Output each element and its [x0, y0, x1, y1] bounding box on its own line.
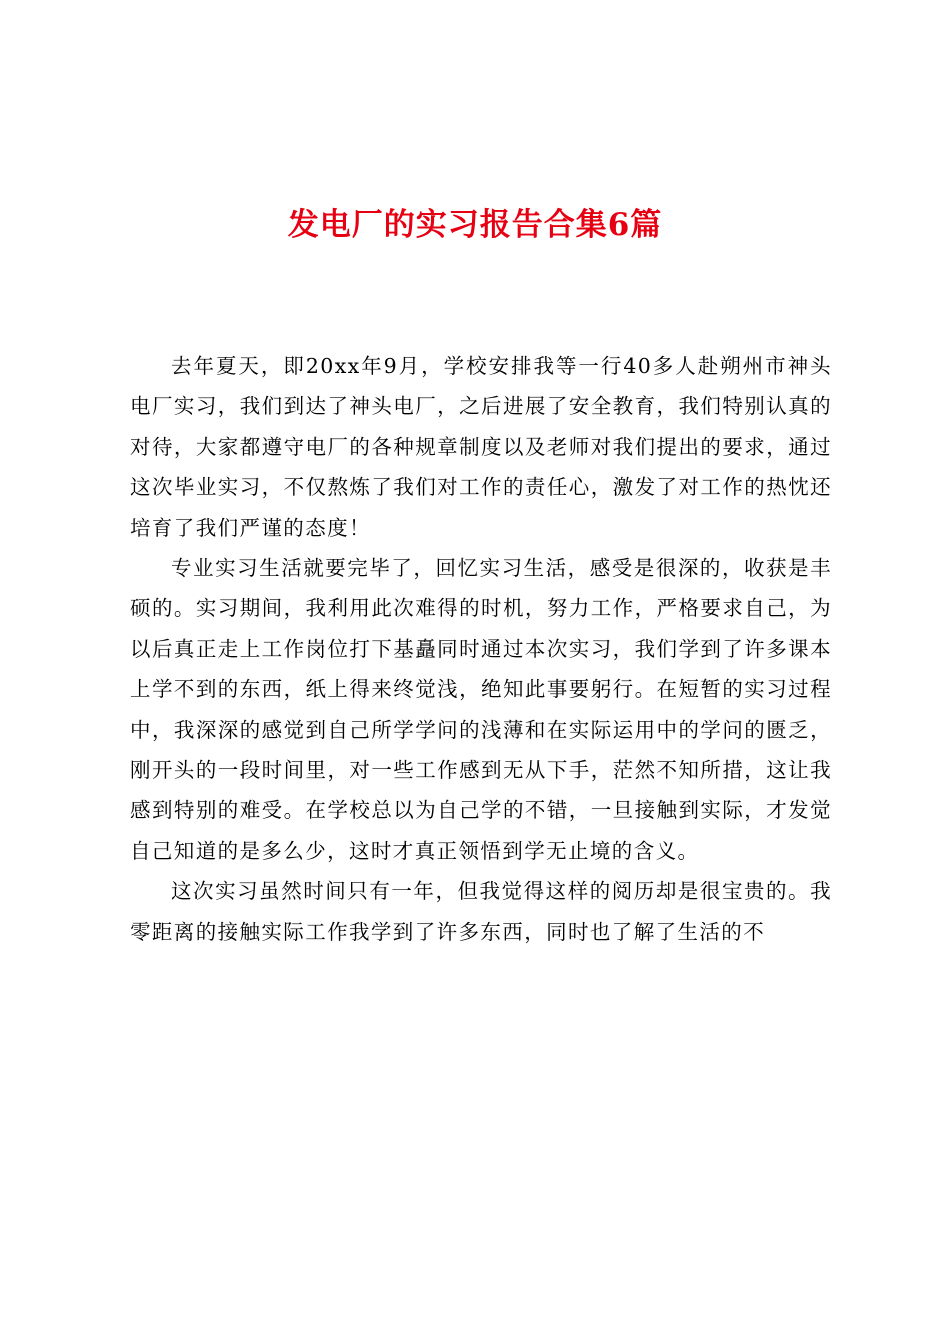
- document-title: 发电厂的实习报告合集6篇: [287, 207, 663, 243]
- paragraph-1: 去年夏天，即20xx年9月，学校安排我等一行40多人赴朔州市神头电厂实习，我们到达了神头电厂，之后进展了安全教育，我们特别认真的对待，大家都遵守电厂的各种规章制度以及老师对我们提出的要求，通过这次毕业实习，不仅熬炼了我们对工作的责任心，激发了对工作的热忱还培育了我们严谨的态度！: [130, 354, 832, 540]
- paragraph-3: 这次实习虽然时间只有一年，但我觉得这样的阅历却是很宝贵的。我零距离的接触实际工作我学到了许多东西，同时也了解了生活的不: [130, 879, 832, 944]
- document-body: [130, 346, 832, 952]
- paragraph-2: 专业实习生活就要完毕了，回忆实习生活，感受是很深的，收获是丰硕的。实习期间，我利用此次难得的时机，努力工作，严格要求自己，为以后真正走上工作岗位打下基矗同时通过本次实习，我们学到了许多课本上学不到的东西，纸上得来终觉浅，绝知此事要躬行。在短暂的实习过程中，我深深的感觉到自己所学学问的浅薄和在实际运用中的学问的匮乏，刚开头的一段时间里，对一些工作感到无从下手，茫然不知所措，这让我感到特别的难受。在学校总以为自己学的不错，一旦接触到实际，才发觉自己知道的是多么少，这时才真正领悟到学无止境的含义。: [130, 556, 832, 863]
